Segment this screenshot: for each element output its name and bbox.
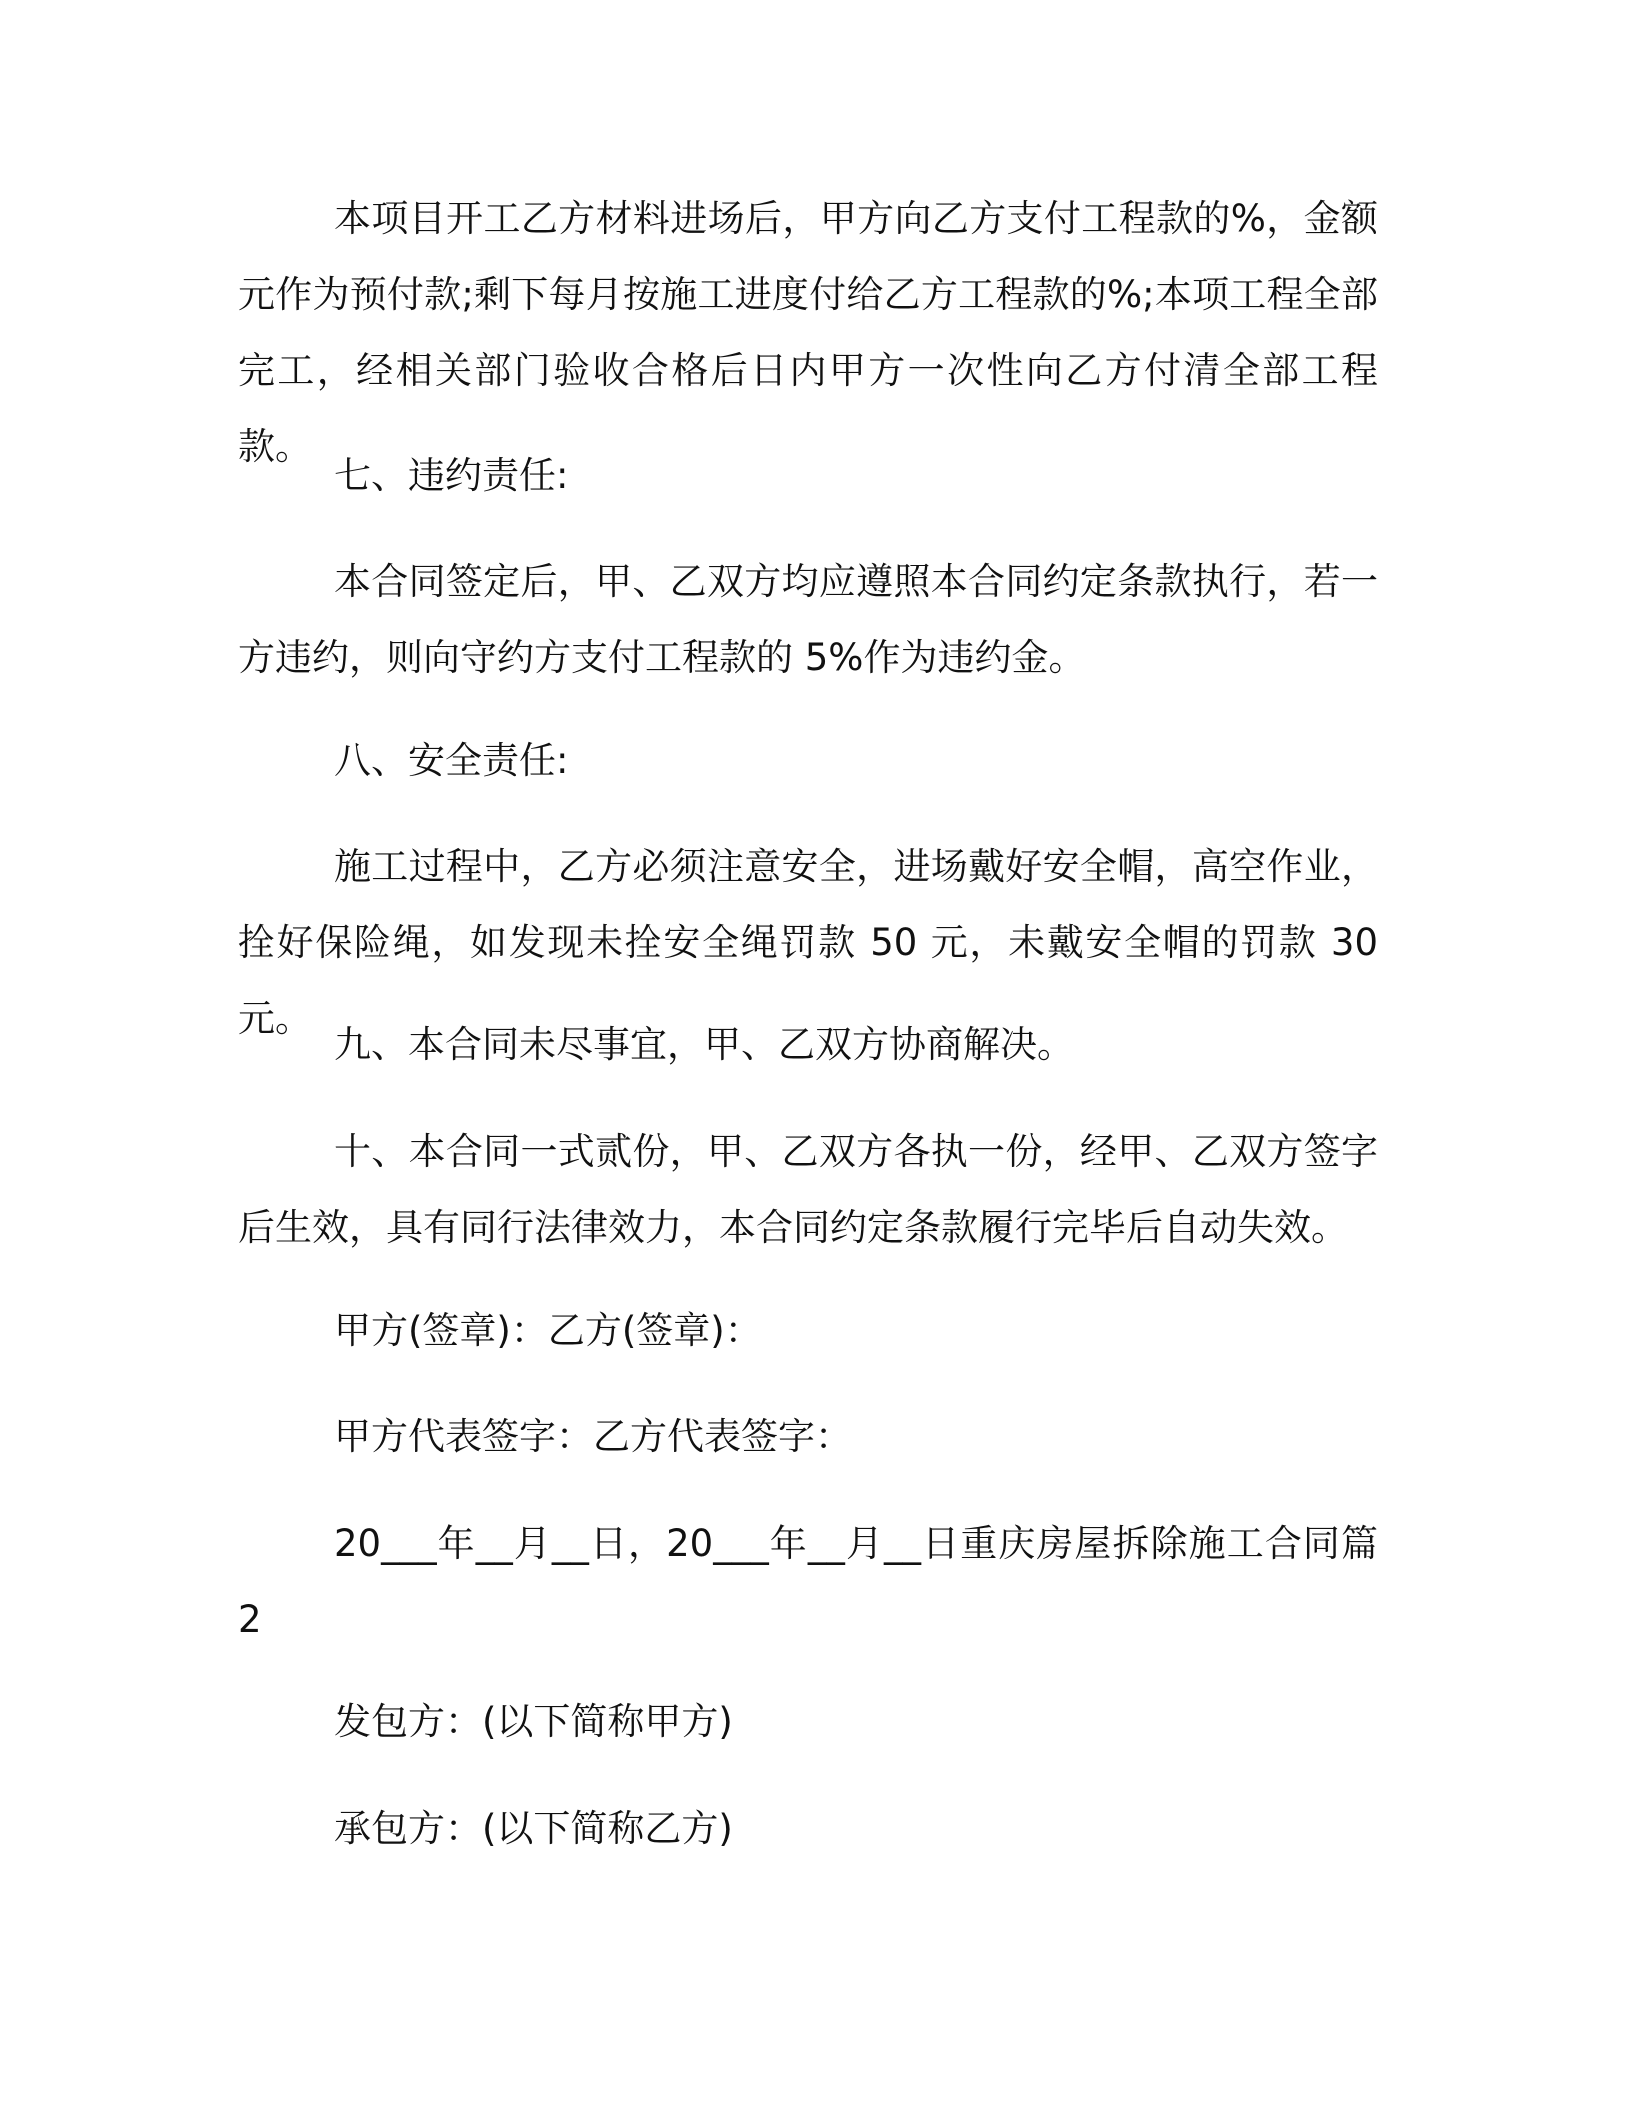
contractor-line: 承包方：(以下简称乙方): [334, 1807, 733, 1850]
employer-line: 发包方：(以下简称甲方): [334, 1700, 733, 1743]
paragraph-payment-terms: 本项目开工乙方材料进场后，甲方向乙方支付工程款的%，金额元作为预付款;剩下每月按施工进度付给乙方工程款的%;本项工程全部完工，经相关部门验收合格后日内甲方一次性向乙方付清全部工程款。: [238, 197, 1378, 468]
heading-safety-liability: 八、安全责任:: [334, 739, 569, 782]
paragraph-breach-liability: 本合同签定后，甲、乙双方均应遵照本合同约定条款执行，若一方违约，则向守约方支付工程款的 5%作为违约金。: [238, 560, 1378, 679]
paragraph-unresolved-matters: 九、本合同未尽事宜，甲、乙双方协商解决。: [334, 1023, 1074, 1066]
signature-seal-line: 甲方(签章)：乙方(签章)：: [334, 1309, 762, 1352]
heading-breach-liability: 七、违约责任:: [334, 454, 569, 497]
signature-representative-line: 甲方代表签字：乙方代表签字：: [334, 1415, 852, 1458]
date-and-title-line: 20___年__月__日，20___年__月__日重庆房屋拆除施工合同篇 2: [238, 1522, 1378, 1641]
paragraph-copies-and-validity: 十、本合同一式贰份，甲、乙双方各执一份，经甲、乙双方签字后生效，具有同行法律效力，本合同约定条款履行完毕后自动失效。: [238, 1130, 1378, 1249]
paragraph-safety-liability: 施工过程中，乙方必须注意安全，进场戴好安全帽，高空作业，拴好保险绳，如发现未拴安全绳罚款 50 元，未戴安全帽的罚款 30 元。: [238, 845, 1378, 1040]
